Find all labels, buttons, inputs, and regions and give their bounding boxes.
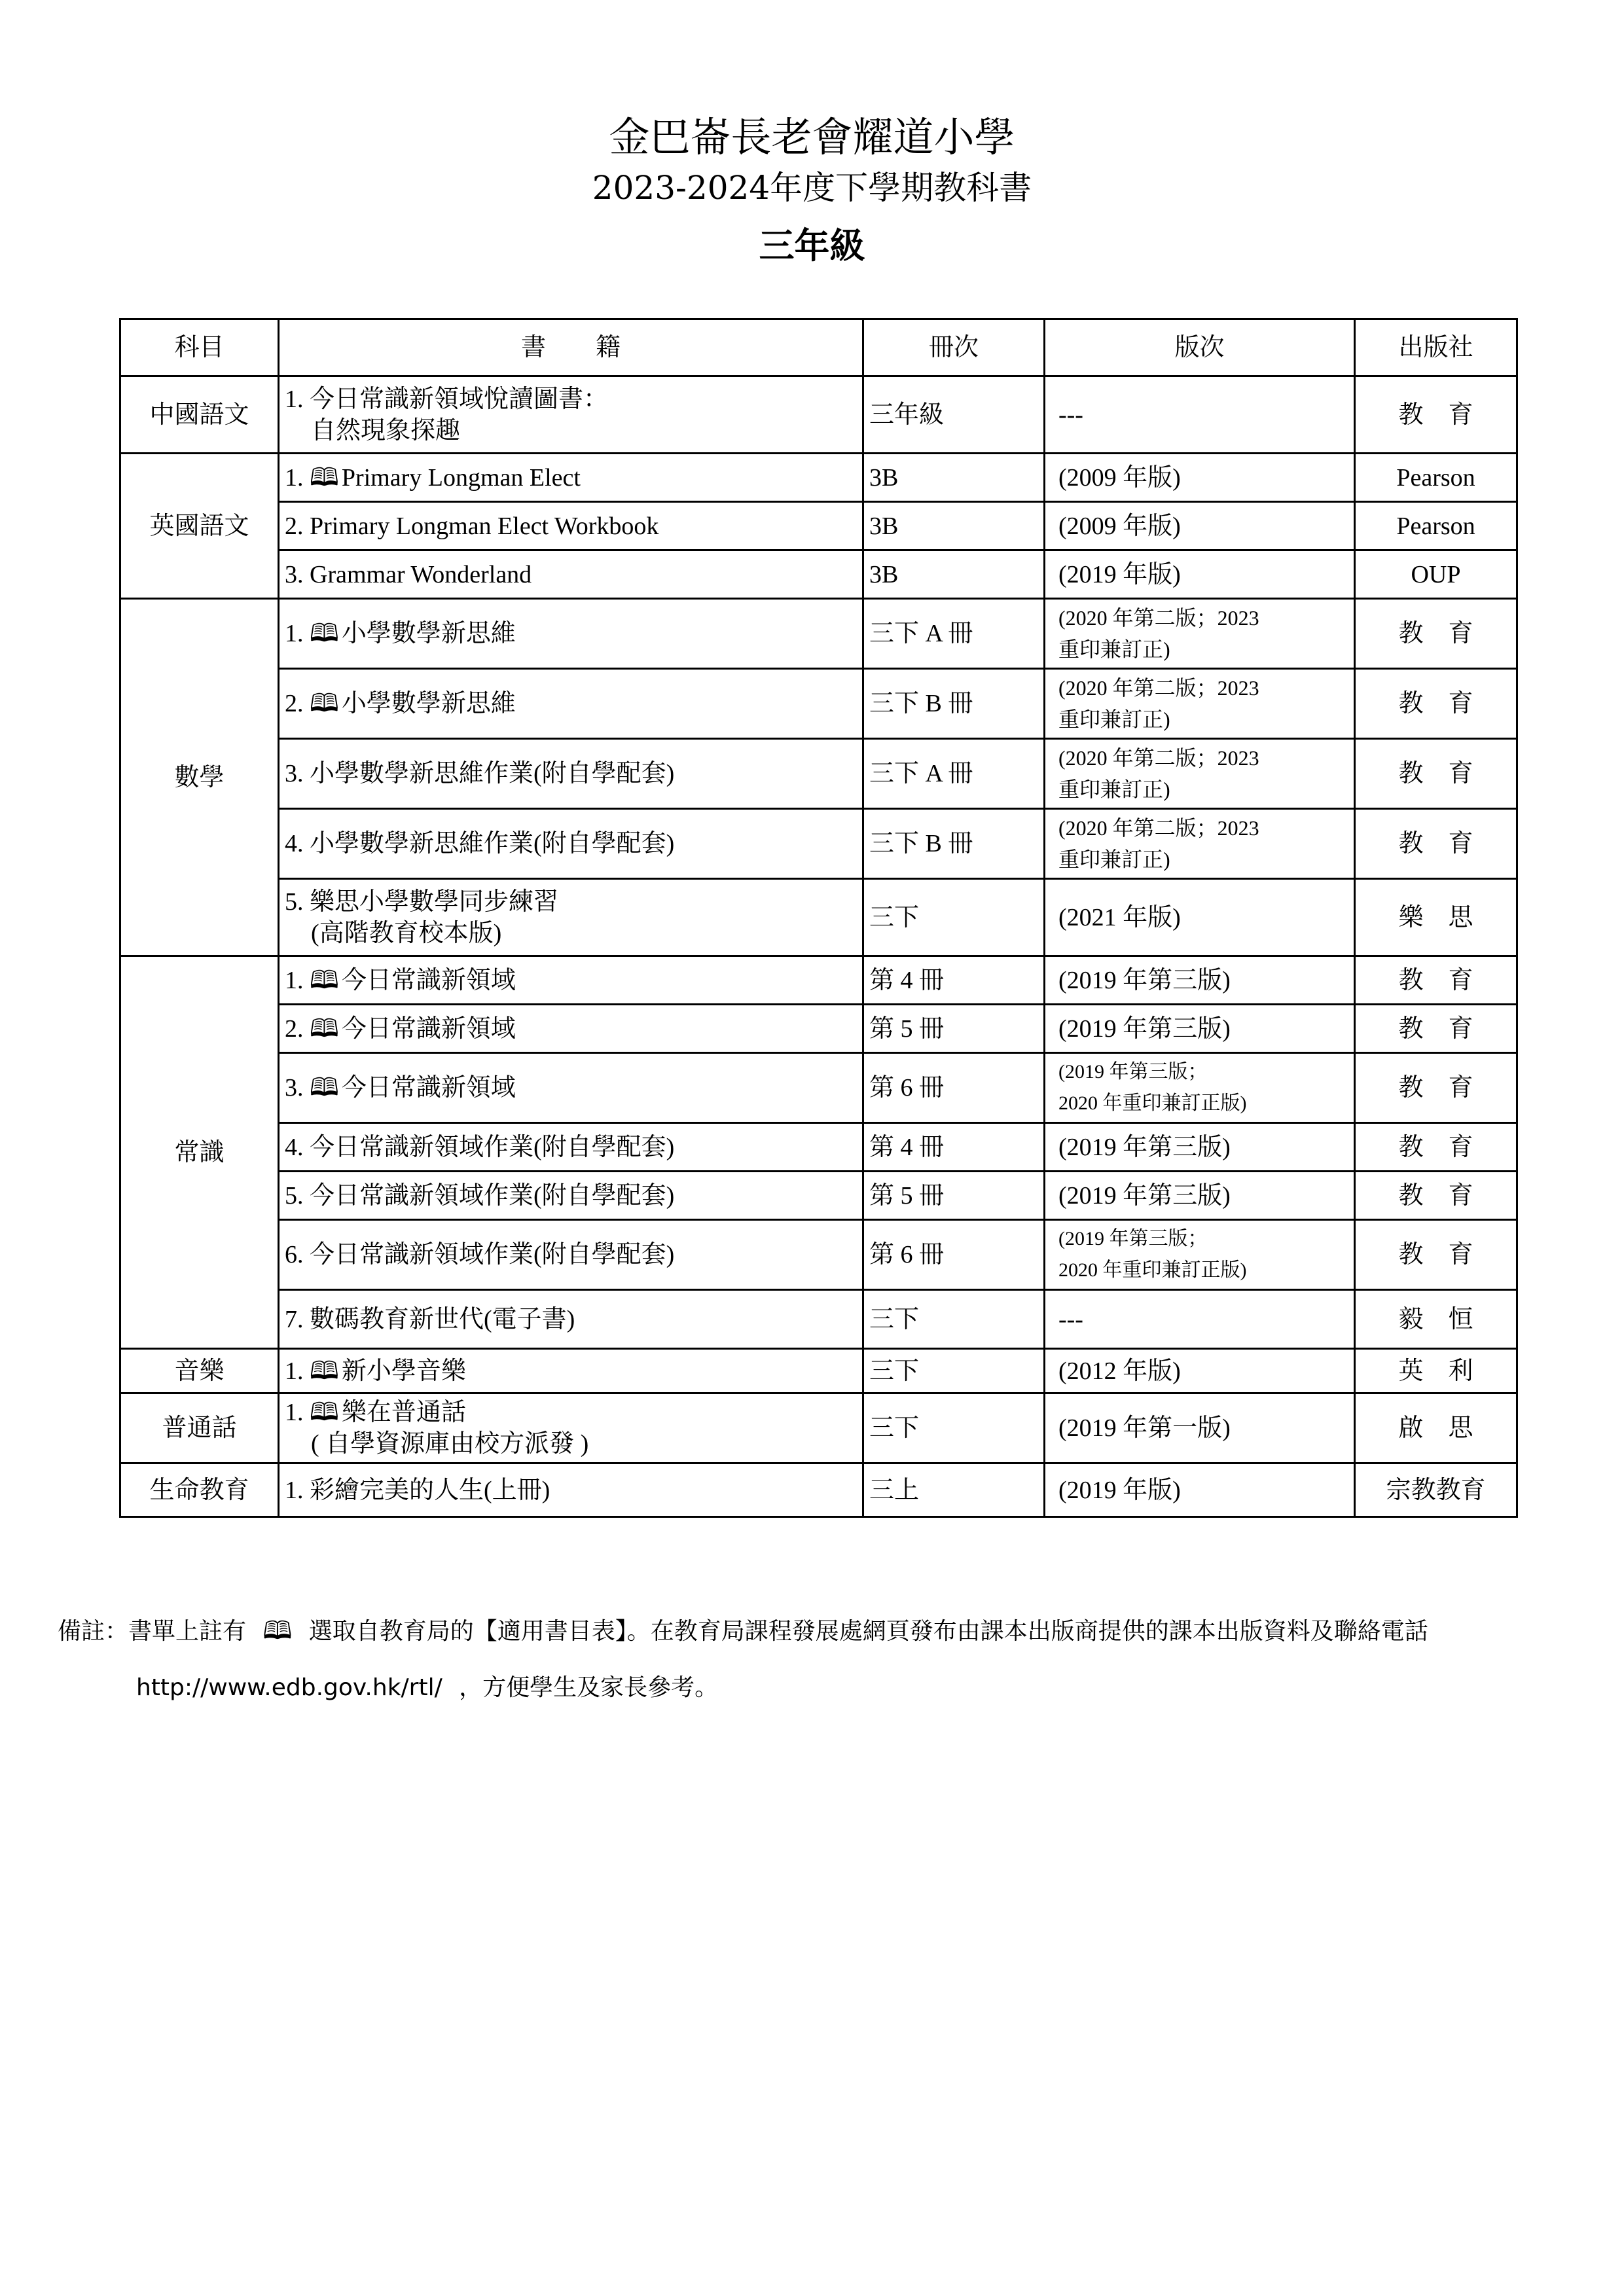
- table-row: [120, 1005, 1517, 1053]
- book-number: 1.: [285, 1357, 304, 1385]
- book-cell: [279, 956, 863, 1005]
- subject-cell: 中國語文: [120, 376, 279, 454]
- table-row: [120, 376, 1517, 454]
- edition-line: (2020 年第二版；2023: [1058, 746, 1259, 770]
- book-cell: [279, 1172, 863, 1220]
- book-number: 5.: [285, 1181, 304, 1210]
- volume-cell: 3B: [863, 502, 1045, 550]
- table-row: [120, 454, 1517, 502]
- book-title: Primary Longman Elect: [341, 463, 581, 492]
- publisher-cell: 教 育: [1355, 376, 1517, 454]
- book-cell: [279, 879, 863, 956]
- header-volume: 冊次: [863, 319, 1045, 376]
- table-row: [120, 669, 1517, 739]
- textbook-table: [119, 318, 1518, 1518]
- book-subtitle: 自然現象探趣: [311, 416, 461, 444]
- header-edition: 版次: [1045, 319, 1355, 376]
- edition-line: (2020 年第二版；2023: [1058, 676, 1259, 700]
- grade-title: 三年級: [759, 224, 865, 266]
- edition-cell: (2019 年第三版): [1045, 1123, 1355, 1172]
- book-title: 小學數學新思維作業(附自學配套): [310, 760, 675, 787]
- publisher-cell: 教 育: [1355, 669, 1517, 739]
- book-cell: [279, 669, 863, 739]
- table-row: [120, 1172, 1517, 1220]
- book-number: 6.: [285, 1241, 304, 1268]
- volume-cell: 三下: [863, 879, 1045, 956]
- table-row: [120, 879, 1517, 956]
- header-book: 書 籍: [279, 319, 863, 376]
- volume-cell: 三下 A 冊: [863, 599, 1045, 669]
- table-row: [120, 1053, 1517, 1123]
- edition-line: 2020 年重印兼訂正版): [1058, 1259, 1247, 1281]
- book-cell: [279, 376, 863, 454]
- publisher-cell: 啟 思: [1355, 1393, 1517, 1463]
- subject-cell: 數學: [120, 599, 279, 956]
- publisher-cell: 毅 恒: [1355, 1290, 1517, 1349]
- volume-cell: 3B: [863, 550, 1045, 599]
- book-title: 彩繪完美的人生(上冊): [310, 1476, 550, 1504]
- publisher-cell: Pearson: [1355, 454, 1517, 502]
- edition-line: 重印兼訂正): [1058, 848, 1170, 871]
- publisher-cell: Pearson: [1355, 502, 1517, 550]
- book-title: 樂思小學數學同步練習: [310, 888, 559, 916]
- book-number: 3.: [285, 760, 304, 787]
- publisher-cell: 樂 思: [1355, 879, 1517, 956]
- volume-cell: 三上: [863, 1463, 1045, 1517]
- publisher-cell: 教 育: [1355, 1220, 1517, 1290]
- note-suffix: ，方便學生及家長參考。: [459, 1674, 719, 1701]
- book-cell: [279, 1393, 863, 1463]
- book-title: 樂在普通話: [341, 1399, 466, 1426]
- book-title: 今日常識新領域作業(附自學配套): [310, 1241, 675, 1268]
- edition-line: (2020 年第二版；2023: [1058, 606, 1259, 630]
- edition-cell: (2019 年版): [1045, 550, 1355, 599]
- book-title: 今日常識新領域作業(附自學配套): [310, 1133, 675, 1161]
- book-number: 1.: [285, 463, 304, 492]
- book-cell: [279, 1290, 863, 1349]
- volume-cell: 第 4 冊: [863, 1123, 1045, 1172]
- volume-cell: 第 6 冊: [863, 1053, 1045, 1123]
- book-icon: 🕮: [310, 1399, 339, 1426]
- book-icon: 🕮: [310, 620, 339, 647]
- book-title: Primary Longman Elect Workbook: [310, 512, 659, 540]
- table-row: [120, 1290, 1517, 1349]
- volume-cell: 三下 A 冊: [863, 739, 1045, 809]
- table-row: [120, 502, 1517, 550]
- book-icon: 🕮: [310, 1357, 339, 1385]
- book-title: 新小學音樂: [341, 1357, 466, 1385]
- volume-cell: 第 6 冊: [863, 1220, 1045, 1290]
- edition-cell: ---: [1045, 1290, 1355, 1349]
- edition-line: (2020 年第二版；2023: [1058, 816, 1259, 840]
- edition-line: 重印兼訂正): [1058, 708, 1170, 731]
- book-cell: [279, 1005, 863, 1053]
- edition-cell: [1045, 1053, 1355, 1123]
- publisher-cell: 教 育: [1355, 1123, 1517, 1172]
- publisher-cell: 教 育: [1355, 739, 1517, 809]
- book-icon: 🕮: [310, 1014, 339, 1043]
- publisher-cell: OUP: [1355, 550, 1517, 599]
- header-publisher: 出版社: [1355, 319, 1517, 376]
- publisher-cell: 英 利: [1355, 1349, 1517, 1393]
- book-icon: 🕮: [310, 690, 339, 717]
- book-cell: [279, 809, 863, 879]
- subject-cell: 英國語文: [120, 454, 279, 599]
- book-cell: [279, 454, 863, 502]
- book-subtitle: ( 自學資源庫由校方派發 ): [311, 1430, 589, 1458]
- book-title: 今日常識新領域悅讀圖書：: [310, 385, 609, 413]
- table-row: [120, 1123, 1517, 1172]
- edition-line: 重印兼訂正): [1058, 778, 1170, 801]
- book-title: 小學數學新思維: [341, 620, 516, 647]
- edition-line: (2019 年第三版；: [1058, 1228, 1208, 1249]
- book-title: 今日常識新領域: [341, 1074, 516, 1102]
- publisher-cell: 教 育: [1355, 809, 1517, 879]
- book-icon: 🕮: [262, 1616, 293, 1645]
- volume-cell: 三下: [863, 1393, 1045, 1463]
- table-header-row: [120, 319, 1517, 376]
- note-prefix: 備註：書單上註有: [58, 1618, 247, 1645]
- edition-cell: (2009 年版): [1045, 502, 1355, 550]
- volume-cell: 第 5 冊: [863, 1005, 1045, 1053]
- book-cell: [279, 1349, 863, 1393]
- book-cell: [279, 599, 863, 669]
- book-number: 1.: [285, 385, 304, 413]
- edition-cell: (2019 年第三版): [1045, 956, 1355, 1005]
- edition-cell: (2021 年版): [1045, 879, 1355, 956]
- edition-cell: [1045, 809, 1355, 879]
- volume-cell: 三下 B 冊: [863, 669, 1045, 739]
- book-number: 2.: [285, 690, 304, 717]
- book-title: 小學數學新思維: [341, 690, 516, 717]
- book-title: 小學數學新思維作業(附自學配套): [310, 830, 675, 857]
- publisher-cell: 教 育: [1355, 956, 1517, 1005]
- book-icon: 🕮: [310, 463, 339, 492]
- book-icon: 🕮: [310, 966, 339, 994]
- volume-cell: 三下: [863, 1290, 1045, 1349]
- edb-link[interactable]: http://www.edb.gov.hk/rtl/: [136, 1674, 442, 1701]
- table-row: [120, 809, 1517, 879]
- book-subtitle: (高階教育校本版): [311, 919, 502, 947]
- edition-cell: [1045, 669, 1355, 739]
- book-number: 1.: [285, 966, 304, 994]
- publisher-cell: 教 育: [1355, 1172, 1517, 1220]
- book-number: 5.: [285, 888, 304, 916]
- volume-cell: 第 5 冊: [863, 1172, 1045, 1220]
- volume-cell: 三下: [863, 1349, 1045, 1393]
- volume-cell: 第 4 冊: [863, 956, 1045, 1005]
- book-number: 4.: [285, 830, 304, 857]
- table-row: [120, 956, 1517, 1005]
- subject-cell: 音樂: [120, 1349, 279, 1393]
- publisher-cell: 教 育: [1355, 1005, 1517, 1053]
- book-cell: [279, 1463, 863, 1517]
- publisher-cell: 宗教教育: [1355, 1463, 1517, 1517]
- book-number: 3.: [285, 560, 304, 588]
- table-row: [120, 1349, 1517, 1393]
- table-row: [120, 1463, 1517, 1517]
- book-cell: [279, 1053, 863, 1123]
- edition-cell: [1045, 599, 1355, 669]
- table-row: [120, 550, 1517, 599]
- footnote: [58, 1613, 1589, 1701]
- edition-cell: (2012 年版): [1045, 1349, 1355, 1393]
- subject-cell: 生命教育: [120, 1463, 279, 1517]
- book-number: 2.: [285, 1014, 304, 1043]
- book-title: Grammar Wonderland: [310, 560, 532, 588]
- term-title: 2023-2024年度下學期教科書: [592, 169, 1032, 207]
- edition-cell: (2019 年版): [1045, 1463, 1355, 1517]
- book-number: 1.: [285, 1399, 304, 1426]
- volume-cell: 三年級: [863, 376, 1045, 454]
- edition-cell: (2019 年第三版): [1045, 1172, 1355, 1220]
- table-row: [120, 1220, 1517, 1290]
- table-row: [120, 739, 1517, 809]
- edition-cell: (2019 年第一版): [1045, 1393, 1355, 1463]
- volume-cell: 三下 B 冊: [863, 809, 1045, 879]
- school-name: 金巴崙長老會耀道小學: [609, 113, 1015, 161]
- book-number: 1.: [285, 620, 304, 647]
- book-cell: [279, 1123, 863, 1172]
- subject-cell: 常識: [120, 956, 279, 1349]
- edition-cell: (2019 年第三版): [1045, 1005, 1355, 1053]
- book-number: 3.: [285, 1074, 304, 1102]
- publisher-cell: 教 育: [1355, 599, 1517, 669]
- book-cell: [279, 1220, 863, 1290]
- header-subject: 科目: [120, 319, 279, 376]
- subject-cell: 普通話: [120, 1393, 279, 1463]
- edition-line: 2020 年重印兼訂正版): [1058, 1092, 1247, 1114]
- book-cell: [279, 550, 863, 599]
- publisher-cell: 教 育: [1355, 1053, 1517, 1123]
- book-title: 今日常識新領域作業(附自學配套): [310, 1181, 675, 1210]
- book-icon: 🕮: [310, 1074, 339, 1102]
- book-number: 2.: [285, 512, 304, 540]
- note-text: 選取自教育局的【適用書目表】。在教育局課程發展處網頁發布由課本出版商提供的課本出版資料及聯絡電話: [308, 1618, 1428, 1645]
- table-row: [120, 1393, 1517, 1463]
- book-cell: [279, 739, 863, 809]
- volume-cell: 3B: [863, 454, 1045, 502]
- book-title: 今日常識新領域: [341, 966, 516, 994]
- edition-line: 重印兼訂正): [1058, 637, 1170, 661]
- edition-cell: [1045, 739, 1355, 809]
- edition-cell: (2009 年版): [1045, 454, 1355, 502]
- book-number: 1.: [285, 1476, 304, 1504]
- table-row: [120, 599, 1517, 669]
- book-title: 數碼教育新世代(電子書): [310, 1305, 575, 1333]
- edition-cell: ---: [1045, 376, 1355, 454]
- book-number: 7.: [285, 1305, 304, 1333]
- book-cell: [279, 502, 863, 550]
- edition-line: (2019 年第三版；: [1058, 1061, 1208, 1083]
- book-number: 4.: [285, 1133, 304, 1161]
- edition-cell: [1045, 1220, 1355, 1290]
- book-title: 今日常識新領域: [341, 1014, 516, 1043]
